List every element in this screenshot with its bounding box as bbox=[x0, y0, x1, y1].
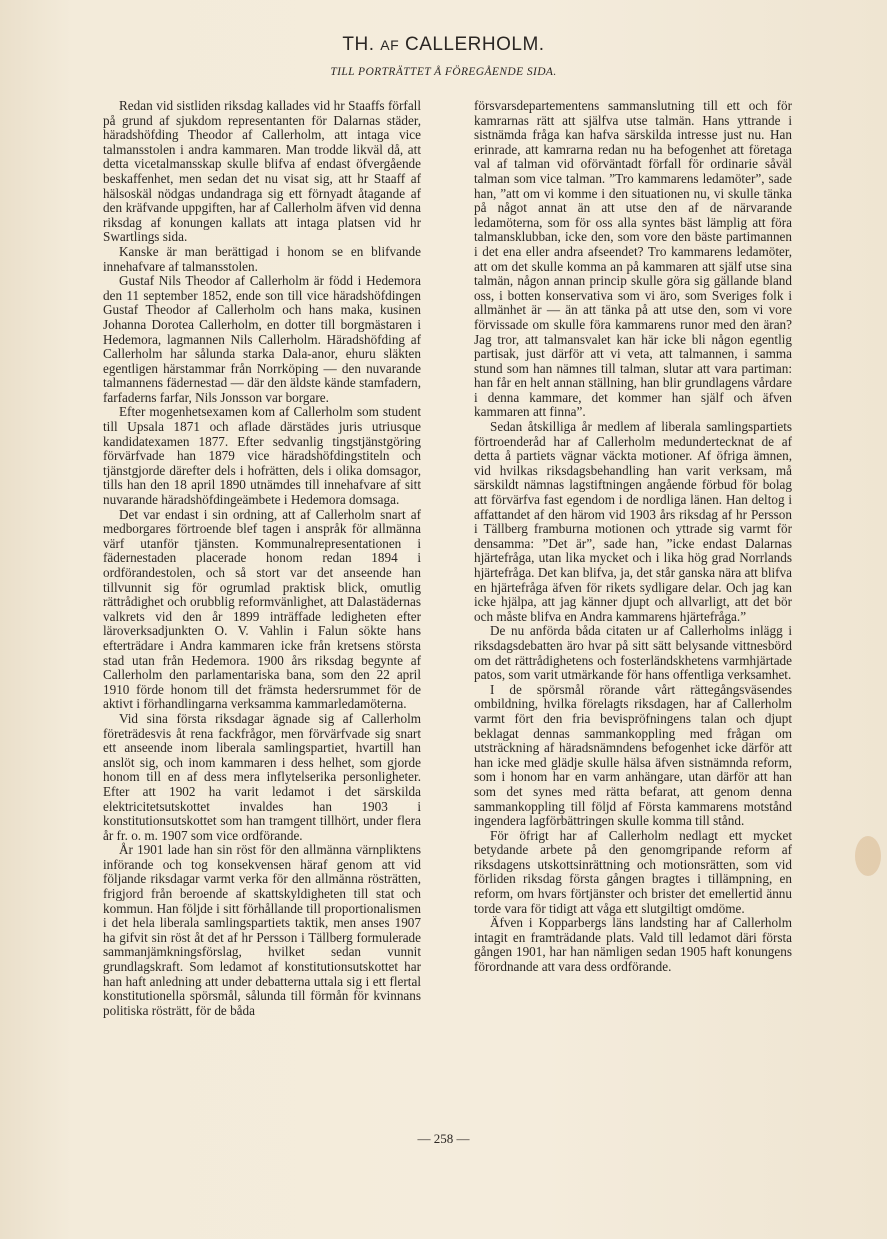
title-particle: AF bbox=[380, 37, 400, 53]
paragraph: Redan vid sistliden riksdag kallades vid hr Staaffs förfall på grund af sjukdom representanten för Dalarnas städer, häradshöfding Theodor af Callerholm, att intaga vice talmansstolen i andra kammaren. Man trodde likväl då, att detta vicetalmansskap skulle blifva af endast öfvergående beskaffenhet, men sedan det nu visat sig, att hr Staaff af hälsoskäl nödgas undandraga sig ett förnyadt åtagande af den kräfvande uppgiften, har af Callerholm äfven vid denna riksdag af konungen kallats att intaga platsen vid hr Swartlings sida. bbox=[103, 98, 421, 245]
paragraph: I de spörsmål rörande vårt rättegångsväsendes ombildning, hvilka förelagts riksdagen, har af Callerholm varmt fört den fria bevispröfningens talan och djupt beklagat dennas sammankoppling med frågan om utsträckning af häradsnämndens befogenhet icke därför att han icke med glädje skulle hälsa äfven sistnämnda reform, som i honom har en varm anhängare, utan därför att han som det synes med rätta befarat, att genom denna sammankoppling till följd af Första kammarens motstånd ingendera lagförbättringen skulle komma till stånd. bbox=[474, 681, 792, 829]
paragraph: År 1901 lade han sin röst för den allmänna värnpliktens införande och tog konsekvensen häraf genom att vid följande riksdagar varmt verka för den allmänna rösträtten, frigjord från beroende af skattskyldigheten till stat och kommun. Han följde i sitt förhållande till proportionalismen i det hela liberala samlingspartiets taktik, men anses 1907 ha gifvit sin röst åt det af hr Persson i Tällberg formulerade sammanjämkningsförslag, hvilket sedan vunnit grundlagskraft. Som ledamot af konstitutionsutskottet har han haft anledning att under debatterna uttala sig i ett flertal konstitutionella spörsmål, sålunda till förmån för kvinnans politiska rösträtt, för de båda bbox=[103, 842, 421, 1018]
paragraph: Sedan åtskilliga år medlem af liberala samlingspartiets förtroenderåd har af Callerholm medundertecknat de af detta å partiets vägnar väckta motioner. Af öfriga ämnen, vid hvilkas riksdagsbehandling han varit verksam, må särskildt nämnas lagstiftningen angående förbud för bolag att förvärfva fast egendom i de nordliga länen. Han deltog i affattandet af den härom vid 1903 års riksdag af hr Persson i Tällberg framburna motionen och yttrade sig varmt för densamma: ”Det är”, sade han, ”icke endast Dalarnas hjärtefråga, utan lika mycket och i lika hög grad Norrlands hjärtefråga. Det kan blifva, ja, det står ganska nära att blifva en hjärtefråga äfven för rikets sydligare delar. Och jag kan icke hjälpa, att jag känner djupt och allvarligt, att det bör och måste blifva en Andra kammarens hjärtefråga.” bbox=[474, 419, 792, 624]
article-title bbox=[0, 34, 887, 56]
paper-stain bbox=[855, 836, 881, 876]
paragraph: De nu anförda båda citaten ur af Callerholms inlägg i riksdagsdebatten äro hvar på sitt sätt belysande vittnesbörd om det rättrådighetens och fosterländskhetens varmhjärtade patos, som varit utmärkande för hans offentliga verksamhet. bbox=[474, 623, 792, 683]
page-number: — 258 — bbox=[417, 1131, 470, 1146]
paragraph: Efter mogenhetsexamen kom af Callerholm som student till Upsala 1871 och aflade därstädes juris utriusque kandidatexamen 1877. Efter sedvanlig tingstjänstgöring förvärfvade han 1879 vice häradshöfdingstiteln och tjänstgjorde därefter dels i hofrätten, dels i olika domsagor, tills han den 18 april 1890 utnämdes till innehafvare af sitt nuvarande häradshöfdingeämbete i Hedemora domsaga. bbox=[103, 404, 421, 508]
paragraph: Äfven i Kopparbergs läns landsting har af Callerholm intagit en framträdande plats. Vald till ledamot däri första gången 1901, har han nämligen sedan 1905 haft konungens förordnande att vara dess ordförande. bbox=[474, 915, 792, 975]
title-prefix: TH. bbox=[342, 34, 375, 55]
paragraph: Vid sina första riksdagar ägnade sig af Callerholm företrädesvis åt rena fackfrågor, men förvärfvade sig snart ett anseende inom liberala samlingspartiet, hvartill han anslöt sig, och inom kammaren i dess helhet, som gjorde honom till en af dess mera inflytelserika personligheter. Efter att 1902 ha varit ledamot i det särskilda elektricitetsutskottet invaldes han 1903 i konstitutionsutskottet som han tramgent tillhört, under flera år fr. o. m. 1907 som vice ordförande. bbox=[103, 710, 421, 843]
right-column bbox=[474, 99, 792, 975]
paragraph: Det var endast i sin ordning, att af Callerholm snart af medborgares förtroende blef tagen i anspråk för allmänna värf utanför tjänsten. Kommunalrepresentationen i fädernestaden placerade honom redan 1894 i ordförandestolen, och så stort var det anseende han tillvunnit sig för ogrumlad praktisk blick, omutlig rättrådighet och orubblig reformvänlighet, att Dalastädernas valkrets vid den år 1899 inträffade ledigheten efter läroverksadjunkten O. V. Vahlin i Falun sökte hans efterträdare i Andra kammaren icke från kretsens största stad utan från Hedemora. 1900 års riksdag begynte af Callerholm den parlamentariska bana, som den 22 april 1910 förde honom till det främsta hedersrummet för de aktivt i förhandlingarna verksamma kammarledamöterna. bbox=[103, 506, 421, 712]
title-name: CALLERHOLM. bbox=[404, 34, 545, 55]
paragraph: För öfrigt har af Callerholm nedlagt ett mycket betydande arbete på den genomgripande reform af riksdagens utskottsinrättning och motionsrätten, som vid förliden riksdag första gången bragtes i tillämpning, en reform, om hvars förtjänster och brister det emellertid ännu torde vara för tidigt att våga ett slutgiltigt omdöme. bbox=[474, 827, 792, 916]
article-subtitle: TILL PORTRÄTTET Å FÖREGÅENDE SIDA. bbox=[330, 66, 557, 78]
left-column bbox=[103, 99, 421, 1018]
paragraph: Gustaf Nils Theodor af Callerholm är född i Hedemora den 11 september 1852, ende son till vice häradshöfdingen Gustaf Theodor af Callerholm och hans maka, kusinen Johanna Dorotea Callerholm, en dotter till borgmästaren i Hedemora, lagmannen Nils Callerholm. Häradshöfding af Callerholm har sålunda starka Dala-anor, ehuru släkten egentligen härstammar från Norrköping — den nuvarande talmannens fädernestad — där den äldste kände stamfadern, farfaderns farfar, Nils Jonsson var borgare. bbox=[103, 273, 421, 405]
paragraph: försvarsdepartementens sammanslutning till ett och för kamrarnas rätt att själfva utse talmän. Hans yttrande i sistnämda fråga kan hafva särskilda intresse just nu. Han erinrade, att kamrarna redan nu ha befogenhet att företaga val af talman vid oförväntadt förfall för ordinarie såväl talman som vice talman. ”Tro kammarens ledamöter”, sade han, ”att om vi komme i den situationen nu, vi skulle tänka på något annat än att utse den af de närvarande ledamöterna, som för oss alla syntes bäst lämplig att föra talmansklubban, icke den, som vore den bäste partimannen i det ena eller andra afseendet? Tro kammarens ledamöter, att om det skulle komma an på kammaren att själf utse sina talmän, någon annan princip skulle göra sig gällande bland oss, i botten konservativa som vi äro, som Sveriges folk i allmänhet är — än att tänka på att utse den, som vi vore förvissade om skulle föra kammarens runor med den äran? Jag tror, att talmansvalet kan här icke bli någon egentlig partisak, just därför att vi veta, att talmannen, i samma stund som han nämnes till talman, slutar att vara partiman: han får en helt annan ställning, han blir grundlagens vårdare i denna kammare, det kommer han själf och äfven kammaren att finna”. bbox=[474, 98, 792, 420]
paragraph: Kanske är man berättigad i honom se en blifvande innehafvare af talmansstolen. bbox=[103, 243, 421, 274]
